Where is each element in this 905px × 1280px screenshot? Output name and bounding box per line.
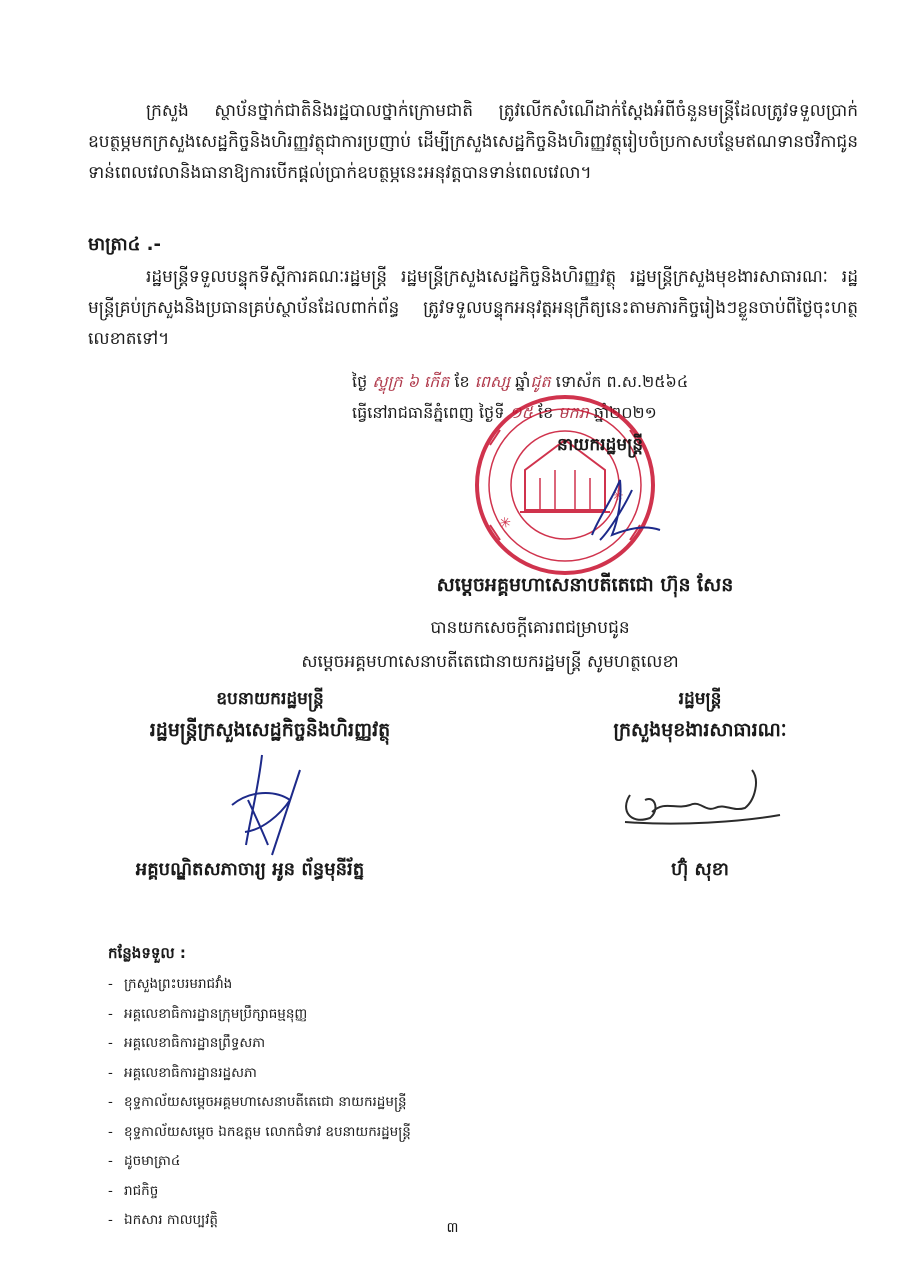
lunar-month: ពេស្ស (474, 372, 511, 391)
left-signature-icon (232, 755, 300, 855)
gregorian-year: ឆ្នាំ២០២១ (593, 403, 657, 422)
gregorian-month: មករា (558, 403, 589, 422)
list-item: - អគ្គលេខាធិការដ្ឋានក្រុមប្រឹក្សាធម្មនុញ្ញ (108, 1005, 308, 1022)
recipient-text: អគ្គលេខាធិការដ្ឋានក្រុមប្រឹក្សាធម្មនុញ្ញ (124, 1005, 308, 1022)
pm-name: សម្តេចអគ្គមហាសេនាបតីតេជោ ហ៊ុន សែន (436, 574, 734, 596)
recipient-text: ដូចមាត្រា៤ (124, 1153, 181, 1169)
article-title: មាត្រា៤ .- (88, 234, 161, 255)
list-item: - ឯកសារ កាលប្បវត្តិ (108, 1212, 219, 1228)
right-signatory-title-2: ក្រសួងមុខងារសាធារណៈ (613, 719, 787, 741)
list-item: - ខុទ្ទកាល័យសម្តេច ឯកឧត្តម លោកជំទាវ ឧបនាយករដ្ឋមន្ត្រី (108, 1123, 411, 1140)
month-label: ខែ (454, 372, 470, 391)
left-signatory-title-2: រដ្ឋមន្ត្រីក្រសួងសេដ្ឋកិច្ចនិងហិរញ្ញវត្ថុ (149, 719, 391, 741)
recipient-text: រាជកិច្ច (124, 1182, 159, 1199)
right-signature-icon (625, 770, 780, 824)
recipient-text: ខុទ្ទកាល័យសម្តេចអគ្គមហាសេនាបតីតេជោ នាយករដ្ឋមន្ត្រី (124, 1094, 407, 1110)
list-item: - អគ្គលេខាធិការដ្ឋានរដ្ឋសភា (108, 1064, 257, 1081)
year-label: ឆ្នាំ (515, 372, 531, 391)
svg-text:✳: ✳ (612, 488, 624, 504)
left-signatory-title-1: ឧបនាយករដ្ឋមន្ត្រី (216, 689, 324, 709)
day-number: ១៥ (509, 403, 533, 422)
buddhist-era: ទោស័ក ព.ស.២៥៦៤ (555, 372, 689, 391)
right-signatory-title-1: រដ្ឋមន្ត្រី (678, 689, 722, 709)
recipient-text: ឯកសារ កាលប្បវត្តិ (124, 1212, 219, 1228)
zodiac-year: ជូត (530, 372, 551, 391)
list-item: - ខុទ្ទកាល័យសម្តេចអគ្គមហាសេនាបតីតេជោ នាយករដ្ឋមន្ត្រី (108, 1094, 407, 1110)
recipient-text: ក្រសួងព្រះបរមរាជវាំង (124, 976, 233, 992)
month-label-2: ខែ (537, 403, 554, 422)
place-date-prefix: ធ្វើនៅរាជធានីភ្នំពេញ ថ្ងៃទី (352, 403, 505, 422)
right-signatory-name: ហ៊ុំ សុខា (671, 859, 729, 880)
recipients-list (108, 970, 411, 1236)
left-signatory-name: អគ្គបណ្ឌិតសភាចារ្យ អូន ព័ន្ធមុនីរ័ត្ន (135, 859, 365, 880)
submission-note-line-2: សម្តេចអគ្គមហាសេនាបតីតេជោនាយករដ្ឋមន្ត្រី សូមហត្ថលេខា (301, 652, 679, 672)
recipients-title: កន្លែងទទួល : (108, 944, 186, 962)
recipient-text: ខុទ្ទកាល័យសម្តេច ឯកឧត្តម លោកជំទាវ ឧបនាយករដ្ឋមន្ត្រី (124, 1123, 411, 1140)
list-item: - រាជកិច្ច (108, 1182, 159, 1199)
list-item: - ដូចមាត្រា៤ (108, 1153, 181, 1169)
pm-title: នាយករដ្ឋមន្ត្រី (557, 435, 643, 455)
list-item: - ក្រសួងព្រះបរមរាជវាំង (108, 976, 233, 992)
recipient-text: អគ្គលេខាធិការដ្ឋានរដ្ឋសភា (124, 1064, 257, 1081)
lunar-day: ស្ទុក្រ ៦ កើត (372, 372, 450, 391)
paragraph-1-text: ក្រសួង ស្ថាប័នថ្នាក់ជាតិនិងរដ្ឋបាលថ្នាក់ក្រោមជាតិ ត្រូវលើកសំណើដាក់ស្តែងអំពីចំនួនមន្ត្រីដែលត្រូវទទួលប្រាក់ឧបត្ថម្ភមកក្រសួងសេដ្ឋកិច្ចនិងហិរញ្ញវត្ថុជាការប្រញាប់ ដើម្បីក្រសួងសេដ្ឋកិច្ចនិងហិរញ្ញវត្ថុរៀបចំប្រកាសបន្ថែមឥណទានថវិកាជូនទាន់ពេលវេលានិងធានាឱ្យការបើកផ្តល់ប្រាក់ឧបត្ថម្ភនេះអនុវត្តបានទាន់ពេលវេលា។ (88, 101, 858, 183)
paragraph-2-text: រដ្ឋមន្ត្រីទទួលបន្ទុកទីស្តីការគណៈរដ្ឋមន្ត្រី រដ្ឋមន្ត្រីក្រសួងសេដ្ឋកិច្ចនិងហិរញ្ញវត្ថុ រដ្ឋមន្ត្រីក្រសួងមុខងារសាធារណៈ រដ្ឋមន្ត្រីគ្រប់ក្រសួងនិងប្រធានគ្រប់ស្ថាប័នដែលពាក់ព័ន្ធ ត្រូវទទួលបន្ទុកអនុវត្តអនុក្រឹត្យនេះតាមភារកិច្ចរៀងៗខ្លួនចាប់ពីថ្ងៃចុះហត្ថលេខាតទៅ។ (88, 267, 858, 349)
page-number: ៣ (446, 1220, 459, 1236)
svg-text:✳: ✳ (496, 513, 517, 533)
submission-note-line-1: បានយកសេចក្តីគោរពជម្រាបជូន (430, 618, 630, 638)
list-item: - អគ្គលេខាធិការដ្ឋានព្រឹទ្ធសភា (108, 1035, 266, 1051)
recipient-text: អគ្គលេខាធិការដ្ឋានព្រឹទ្ធសភា (124, 1035, 266, 1051)
date-prefix: ថ្ងៃ (352, 372, 368, 391)
royal-seal-icon (477, 397, 653, 573)
